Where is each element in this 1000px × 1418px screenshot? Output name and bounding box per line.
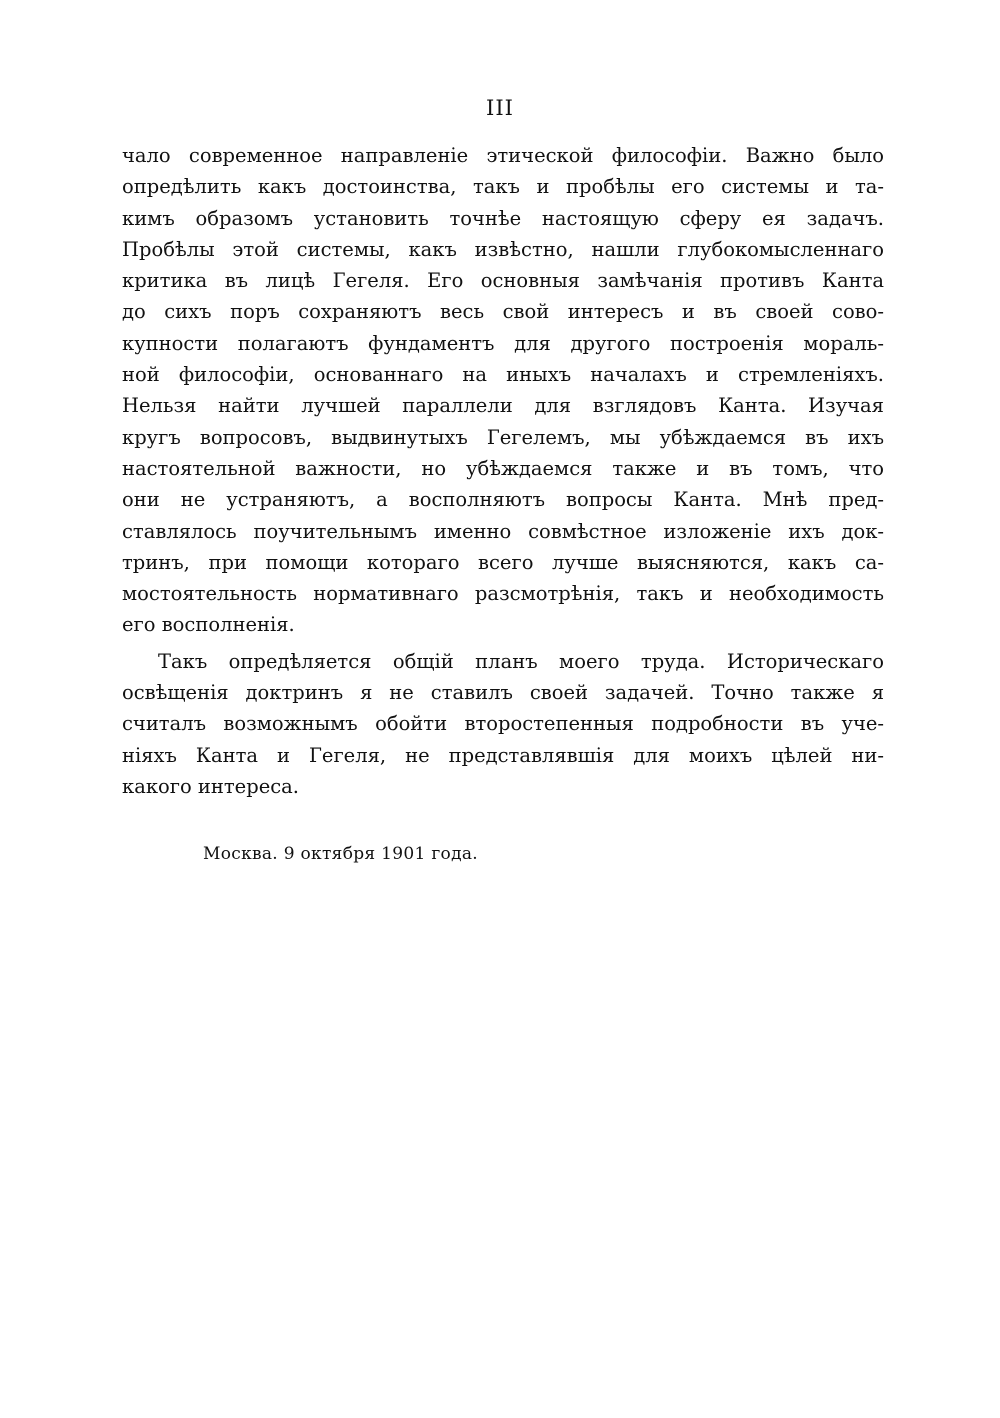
text-line: освѣщенія доктринъ я не ставилъ своей задачей. Точно также я: [122, 681, 884, 705]
place-date-signature: Москва. 9 октября 1901 года.: [203, 844, 478, 864]
text-line: кимъ образомъ установить точнѣе настоящую сферу ея задачъ.: [122, 206, 884, 230]
text-line: критика въ лицѣ Гегеля. Его основныя замѣчанія противъ Канта: [122, 269, 884, 293]
paragraph-1: [122, 140, 884, 641]
text-line: кругъ вопросовъ, выдвинутыхъ Гегелемъ, мы убѣждаемся въ ихъ: [122, 425, 884, 449]
text-line: до сихъ поръ сохраняютъ весь свой интересъ и въ своей сово-: [122, 300, 884, 324]
text-line: опредѣлить какъ достоинства, такъ и пробѣлы его системы и та-: [122, 175, 884, 199]
text-line: они не устраняютъ, а восполняютъ вопросы Канта. Мнѣ пред-: [122, 488, 884, 512]
text-line: Пробѣлы этой системы, какъ извѣстно, нашли глубокомысленнаго: [122, 237, 884, 261]
page-number: III: [486, 96, 514, 120]
text-line: Нельзя найти лучшей параллели для взглядовъ Канта. Изучая: [122, 394, 884, 418]
text-line: считалъ возможнымъ обойти второстепенныя подробности въ уче-: [122, 712, 884, 736]
text-line: чало современное направленіе этической философіи. Важно было: [122, 144, 884, 167]
paragraph-2: [122, 646, 884, 802]
text-line: какого интереса.: [122, 774, 299, 798]
body-text: [122, 140, 884, 802]
text-line: Такъ опредѣляется общій планъ моего труда. Историческаго: [158, 649, 884, 673]
text-line: тринъ, при помощи котораго всего лучше выясняются, какъ са-: [122, 550, 884, 574]
text-line: мостоятельность нормативнаго разсмотрѣнія, такъ и необходимость: [122, 582, 884, 606]
text-line: настоятельной важности, но убѣждаемся также и въ томъ, что: [122, 456, 884, 480]
text-line: ніяхъ Канта и Гегеля, не представлявшія для моихъ цѣлей ни-: [122, 743, 884, 767]
text-line: ставлялось поучительнымъ именно совмѣстное изложеніе ихъ док-: [122, 519, 884, 543]
text-line: купности полагаютъ фундаментъ для другого построенія мораль-: [122, 331, 884, 355]
text-line: ной философіи, основаннаго на иныхъ началахъ и стремленіяхъ.: [122, 363, 884, 387]
text-line: его восполненія.: [122, 613, 295, 637]
